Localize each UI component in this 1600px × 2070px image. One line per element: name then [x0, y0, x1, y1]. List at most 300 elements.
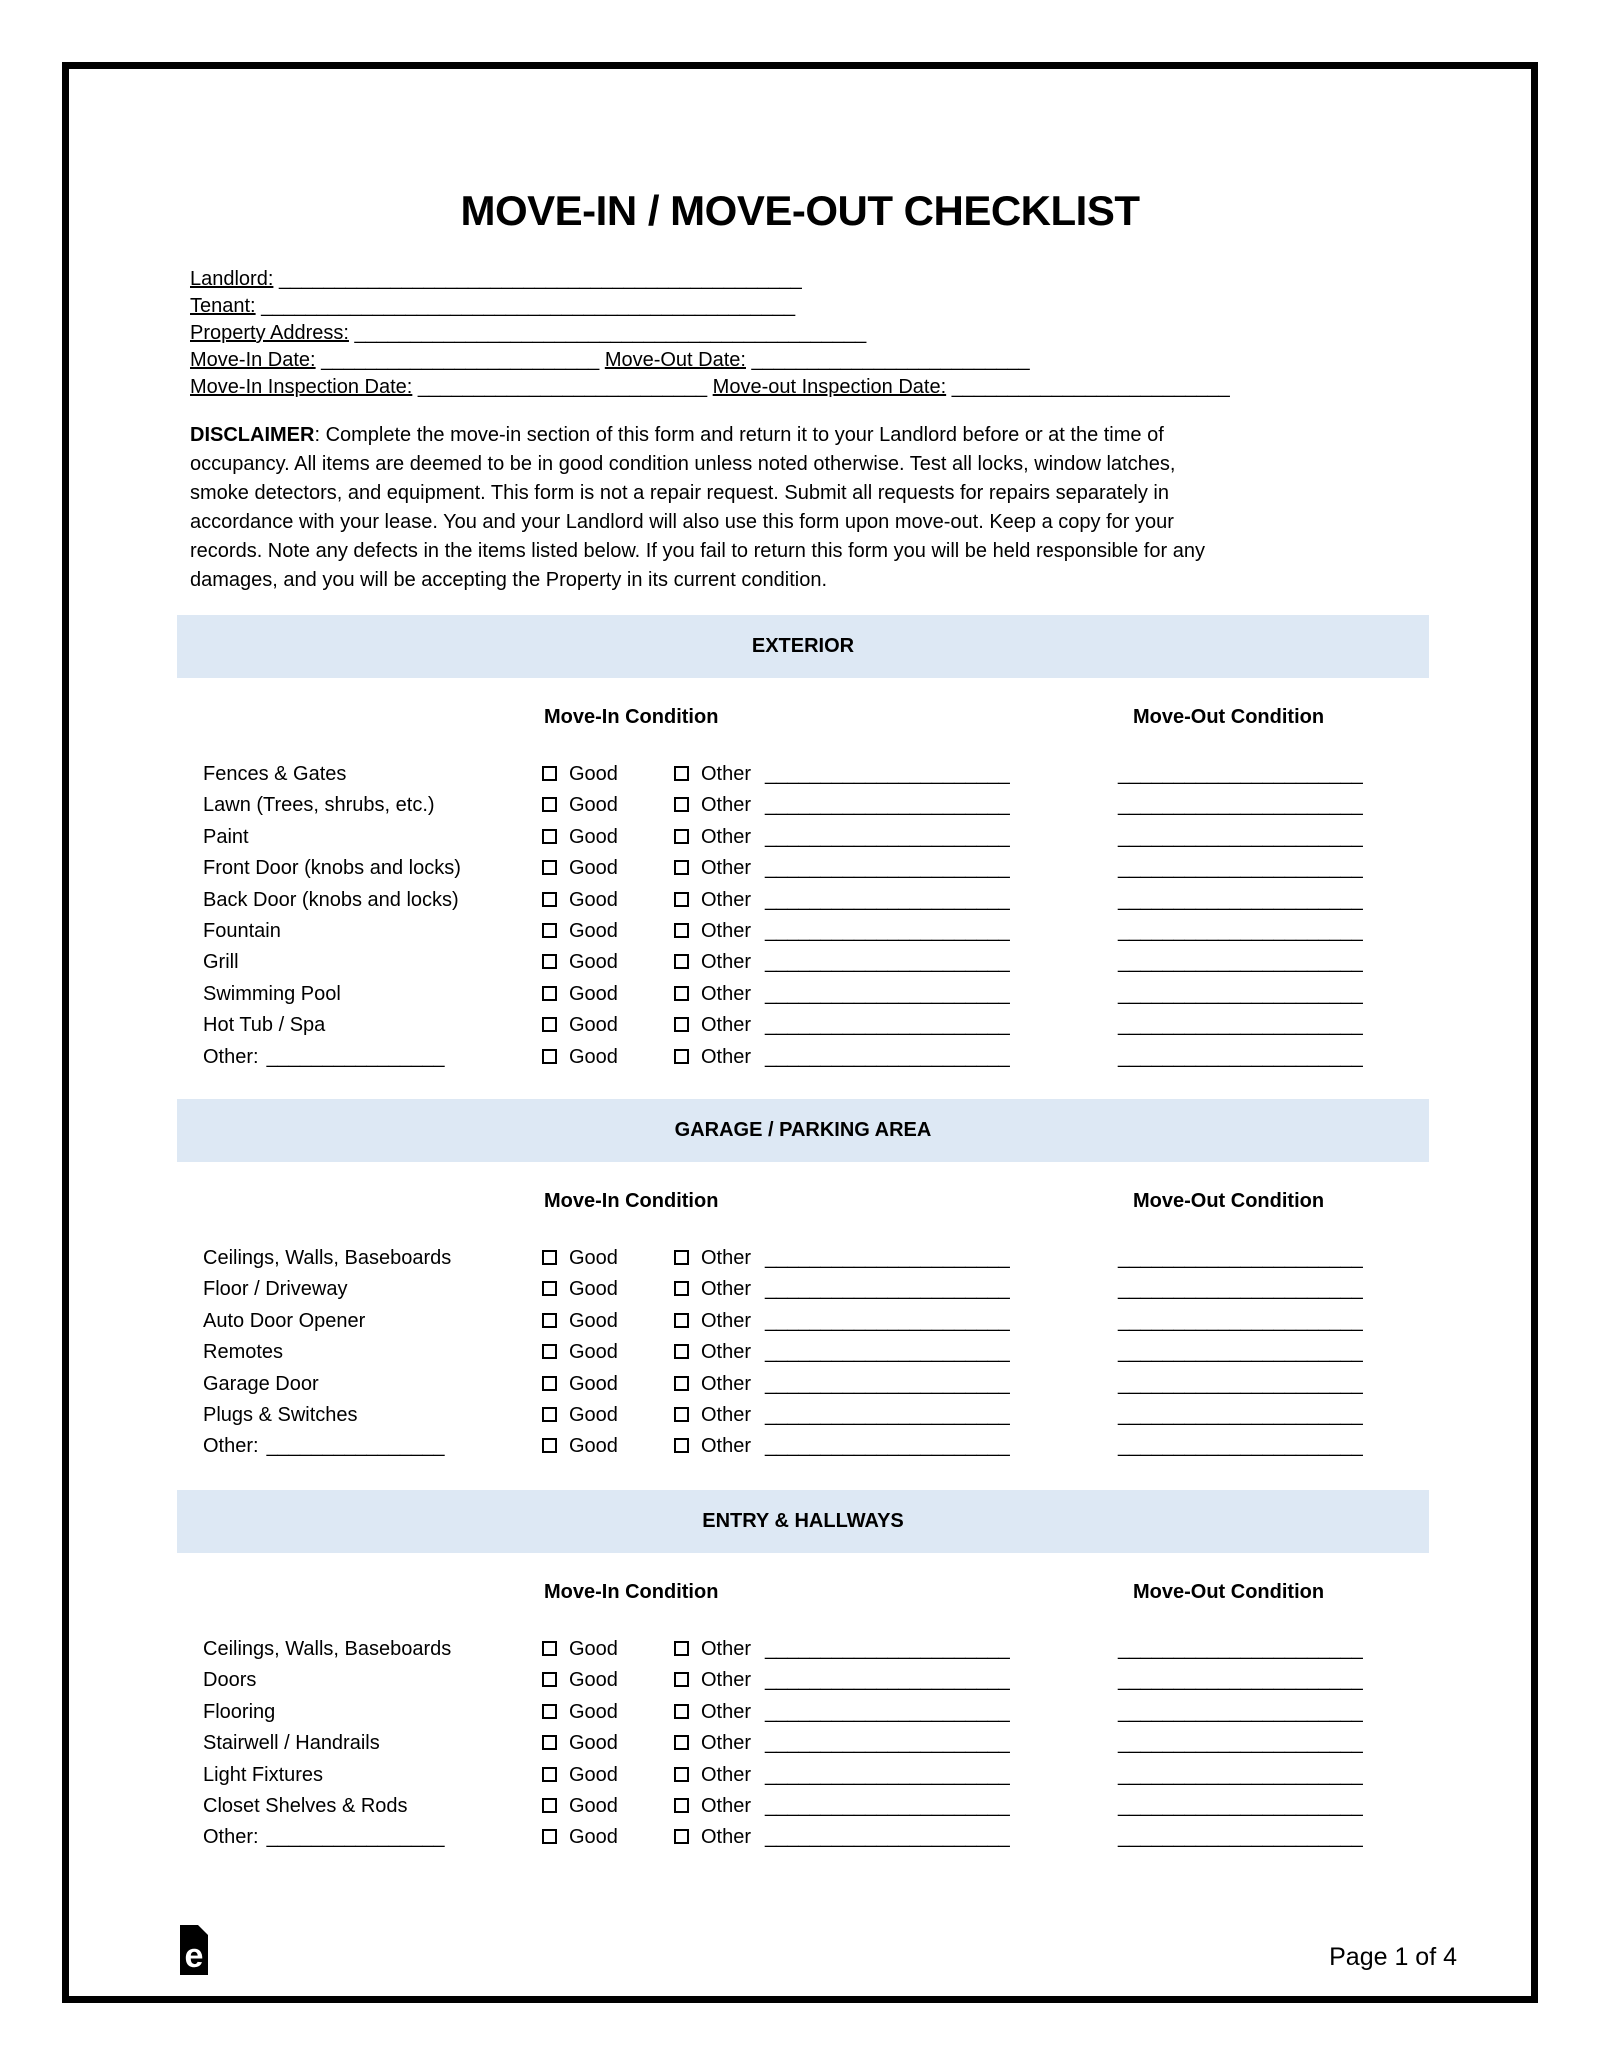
move-in-condition-header: Move-In Condition [544, 1190, 719, 1212]
good-checkbox[interactable] [542, 1438, 557, 1453]
header-fields [190, 266, 1230, 401]
checklist-row [0, 979, 1600, 1011]
moveout-condition-line: ______________________ [1118, 1278, 1363, 1301]
other-cell [674, 822, 1010, 853]
item-label: Hot Tub / Spa [203, 1014, 326, 1037]
item-other-line: ________________ [266, 1826, 445, 1849]
eforms-logo [180, 1925, 208, 1975]
logo-fold-icon [198, 1925, 208, 1935]
good-cell [542, 1634, 618, 1665]
move-in-condition-header: Move-In Condition [544, 706, 719, 728]
other-label: Other [701, 794, 752, 817]
good-cell [542, 790, 618, 821]
other-checkbox[interactable] [674, 829, 689, 844]
checklist-row [0, 947, 1600, 979]
other-cell [674, 916, 1010, 947]
moveout-condition-line: ______________________ [1118, 1795, 1363, 1817]
other-cell [674, 1010, 1010, 1041]
property-address-label: Property Address: [190, 322, 349, 344]
move-out-inspection-label: Move-out Inspection Date: [712, 376, 947, 398]
other-cell [674, 790, 1010, 821]
item-label: Lawn (Trees, shrubs, etc.) [203, 794, 435, 817]
other-checkbox[interactable] [674, 1250, 689, 1265]
disclaimer-line [190, 421, 1440, 450]
good-cell [542, 1306, 618, 1337]
disclaimer-bold-label: DISCLAIMER [190, 424, 315, 446]
good-cell [542, 1042, 618, 1073]
moveout-condition-line: ______________________ [1118, 857, 1363, 880]
other-cell [674, 759, 1010, 790]
moveout-condition-line: ______________________ [1118, 1638, 1363, 1660]
other-checkbox[interactable] [674, 1281, 689, 1296]
good-checkbox[interactable] [542, 1829, 557, 1844]
tenant-label: Tenant: [190, 295, 256, 317]
other-label: Other [701, 1763, 752, 1786]
item-label: Paint [203, 825, 249, 848]
good-checkbox[interactable] [542, 1313, 557, 1328]
moveout-cell [1118, 1697, 1363, 1728]
checklist-row [0, 1822, 1600, 1854]
good-cell [542, 1760, 618, 1791]
disclaimer-line: occupancy. All items are deemed to be in good condition unless noted otherwise. Test all locks, window latches, [190, 453, 1176, 475]
item-label: Light Fixtures [203, 1763, 324, 1786]
other-condition-line: ______________________ [765, 825, 1010, 848]
other-condition-line: ______________________ [765, 794, 1010, 817]
other-cell [674, 1400, 1010, 1431]
other-label: Other [701, 1372, 752, 1395]
other-cell [674, 979, 1010, 1010]
other-checkbox[interactable] [674, 1672, 689, 1687]
other-checkbox[interactable] [674, 1641, 689, 1656]
moveout-condition-line: ______________________ [1118, 1732, 1363, 1755]
moveout-cell [1118, 1431, 1363, 1462]
moveout-condition-line: ______________________ [1118, 982, 1363, 1005]
moveout-cell [1118, 1634, 1363, 1665]
moveout-condition-line: ______________________ [1118, 1700, 1363, 1723]
good-label: Good [569, 1795, 618, 1817]
other-cell [674, 1634, 1010, 1665]
other-label: Other [701, 1435, 752, 1458]
other-checkbox[interactable] [674, 1407, 689, 1422]
good-cell [542, 1791, 618, 1822]
disclaimer [190, 421, 1440, 595]
other-cell [674, 1665, 1010, 1696]
checklist-row [0, 1306, 1600, 1338]
good-checkbox[interactable] [542, 1641, 557, 1656]
other-checkbox[interactable] [674, 1798, 689, 1813]
good-checkbox[interactable] [542, 923, 557, 938]
other-cell [674, 1431, 1010, 1462]
good-checkbox[interactable] [542, 986, 557, 1001]
good-checkbox[interactable] [542, 797, 557, 812]
other-label: Other [701, 1669, 752, 1692]
item-label: Grill [203, 951, 239, 974]
other-label: Other [701, 1014, 752, 1037]
checklist-row [0, 1665, 1600, 1697]
moveout-cell [1118, 1728, 1363, 1759]
other-condition-line: ______________________ [765, 1795, 1010, 1817]
section-title-band: EXTERIOR [177, 615, 1429, 678]
checklist-row [0, 1760, 1600, 1792]
moveout-cell [1118, 853, 1363, 884]
good-label: Good [569, 857, 618, 880]
checklist-row [0, 1243, 1600, 1275]
good-checkbox[interactable] [542, 1049, 557, 1064]
good-cell [542, 947, 618, 978]
landlord-line: _______________________________________________ [278, 268, 802, 290]
good-cell [542, 1243, 618, 1274]
other-label: Other [701, 888, 752, 911]
good-cell [542, 759, 618, 790]
good-cell [542, 1431, 618, 1462]
good-label: Good [569, 951, 618, 974]
good-label: Good [569, 1638, 618, 1660]
moveout-cell [1118, 979, 1363, 1010]
good-label: Good [569, 1826, 618, 1849]
moveout-cell [1118, 1010, 1363, 1041]
good-checkbox[interactable] [542, 1798, 557, 1813]
good-label: Good [569, 1309, 618, 1332]
moveout-cell [1118, 759, 1363, 790]
other-label: Other [701, 1826, 752, 1849]
move-out-inspection-line: _________________________ [951, 376, 1230, 398]
other-label: Other [701, 1045, 752, 1068]
good-cell [542, 1337, 618, 1368]
landlord-label: Landlord: [190, 268, 274, 290]
good-checkbox[interactable] [542, 1735, 557, 1750]
moveout-cell [1118, 1400, 1363, 1431]
other-cell [674, 853, 1010, 884]
moveout-cell [1118, 1337, 1363, 1368]
good-cell [542, 1274, 618, 1305]
moveout-cell [1118, 1791, 1363, 1822]
other-checkbox[interactable] [674, 923, 689, 938]
disclaimer-line: damages, and you will be accepting the Property in its current condition. [190, 569, 828, 591]
good-checkbox[interactable] [542, 1017, 557, 1032]
disclaimer-line: records. Note any defects in the items listed below. If you fail to return this form you will be held responsible for any [190, 540, 1205, 562]
other-condition-line: ______________________ [765, 1404, 1010, 1426]
other-checkbox[interactable] [674, 1704, 689, 1719]
checklist-row [0, 916, 1600, 948]
good-label: Good [569, 1278, 618, 1301]
good-label: Good [569, 888, 618, 911]
other-label: Other [701, 857, 752, 880]
other-cell [674, 1728, 1010, 1759]
item-label: Remotes [203, 1341, 284, 1364]
other-condition-line: ______________________ [765, 763, 1010, 785]
item-label: Ceilings, Walls, Baseboards [203, 1247, 452, 1269]
other-label: Other [701, 1404, 752, 1426]
other-cell [674, 1369, 1010, 1400]
moveout-condition-line: ______________________ [1118, 825, 1363, 848]
item-label: Swimming Pool [203, 982, 341, 1005]
move-out-condition-header: Move-Out Condition [1133, 1190, 1325, 1212]
other-cell [674, 885, 1010, 916]
item-label: Doors [203, 1669, 257, 1692]
moveout-cell [1118, 916, 1363, 947]
other-label: Other [701, 1795, 752, 1817]
other-checkbox[interactable] [674, 797, 689, 812]
good-cell [542, 1369, 618, 1400]
good-checkbox[interactable] [542, 1767, 557, 1782]
moveout-condition-line: ______________________ [1118, 1014, 1363, 1037]
item-label: Stairwell / Handrails [203, 1732, 380, 1755]
moveout-condition-line: ______________________ [1118, 1372, 1363, 1395]
good-checkbox[interactable] [542, 1704, 557, 1719]
good-label: Good [569, 1341, 618, 1364]
other-label: Other [701, 1309, 752, 1332]
disclaimer-text: : Complete the move-in section of this form and return it to your Landlord before or at the time of [314, 424, 1164, 446]
other-condition-line: ______________________ [765, 1669, 1010, 1692]
good-checkbox[interactable] [542, 829, 557, 844]
moveout-condition-line: ______________________ [1118, 920, 1363, 942]
good-label: Good [569, 825, 618, 848]
good-checkbox[interactable] [542, 1376, 557, 1391]
good-label: Good [569, 1404, 618, 1426]
other-checkbox[interactable] [674, 986, 689, 1001]
move-in-inspection-label: Move-In Inspection Date: [190, 376, 413, 398]
other-label: Other [701, 763, 752, 785]
page-number: Page 1 of 4 [1329, 1943, 1457, 1971]
good-checkbox[interactable] [542, 1250, 557, 1265]
field-tenant [190, 293, 1230, 320]
moveout-cell [1118, 1822, 1363, 1853]
other-checkbox[interactable] [674, 1049, 689, 1064]
moveout-cell [1118, 1369, 1363, 1400]
good-cell [542, 979, 618, 1010]
moveout-cell [1118, 1665, 1363, 1696]
move-in-condition-header: Move-In Condition [544, 1581, 719, 1603]
good-label: Good [569, 1732, 618, 1755]
good-label: Good [569, 1700, 618, 1723]
other-checkbox[interactable] [674, 1344, 689, 1359]
other-checkbox[interactable] [674, 766, 689, 781]
move-out-condition-header: Move-Out Condition [1133, 1581, 1325, 1603]
other-label: Other [701, 1341, 752, 1364]
moveout-condition-line: ______________________ [1118, 1309, 1363, 1332]
good-cell [542, 1728, 618, 1759]
good-cell [542, 1665, 618, 1696]
checklist-row [0, 1791, 1600, 1823]
other-label: Other [701, 1247, 752, 1269]
other-cell [674, 1337, 1010, 1368]
item-label: Fences & Gates [203, 763, 347, 785]
good-label: Good [569, 1669, 618, 1692]
moveout-condition-line: ______________________ [1118, 1826, 1363, 1849]
other-cell [674, 1306, 1010, 1337]
other-checkbox[interactable] [674, 892, 689, 907]
other-condition-line: ______________________ [765, 1247, 1010, 1269]
other-label: Other [701, 1732, 752, 1755]
item-other-line: ________________ [266, 1045, 445, 1068]
other-checkbox[interactable] [674, 954, 689, 969]
moveout-cell [1118, 1042, 1363, 1073]
other-cell [674, 947, 1010, 978]
good-checkbox[interactable] [542, 1672, 557, 1687]
checklist-row [0, 790, 1600, 822]
good-cell [542, 885, 618, 916]
checklist-row [0, 1042, 1600, 1074]
other-condition-line: ______________________ [765, 1309, 1010, 1332]
item-other-line: ________________ [266, 1435, 445, 1458]
item-label: Plugs & Switches [203, 1404, 358, 1426]
checklist-row [0, 759, 1600, 791]
section-title-band: ENTRY & HALLWAYS [177, 1490, 1429, 1553]
moveout-cell [1118, 822, 1363, 853]
other-condition-line: ______________________ [765, 1014, 1010, 1037]
field-landlord [190, 266, 1230, 293]
item-label: Flooring [203, 1700, 276, 1723]
other-checkbox[interactable] [674, 1735, 689, 1750]
other-checkbox[interactable] [674, 1767, 689, 1782]
moveout-condition-line: ______________________ [1118, 794, 1363, 817]
moveout-condition-line: ______________________ [1118, 1341, 1363, 1364]
checklist-row [0, 1728, 1600, 1760]
other-checkbox[interactable] [674, 1313, 689, 1328]
other-label: Other [701, 920, 752, 942]
other-condition-line: ______________________ [765, 1341, 1010, 1364]
checklist-row [0, 1634, 1600, 1666]
move-out-condition-header: Move-Out Condition [1133, 706, 1325, 728]
checklist-row [0, 1369, 1600, 1401]
checklist-row [0, 885, 1600, 917]
field-property-address [190, 320, 1230, 347]
page-title: MOVE-IN / MOVE-OUT CHECKLIST [460, 187, 1140, 234]
checklist-row [0, 1010, 1600, 1042]
good-checkbox[interactable] [542, 954, 557, 969]
item-label: Back Door (knobs and locks) [203, 888, 459, 911]
item-label: Other: ________________ [203, 1826, 445, 1849]
other-checkbox[interactable] [674, 1376, 689, 1391]
disclaimer-line: accordance with your lease. You and your Landlord will also use this form upon move-out. Keep a copy for your [190, 511, 1174, 533]
other-checkbox[interactable] [674, 860, 689, 875]
moveout-cell [1118, 947, 1363, 978]
good-label: Good [569, 1372, 618, 1395]
moveout-condition-line: ______________________ [1118, 1669, 1363, 1692]
checklist-row [0, 1431, 1600, 1463]
good-label: Good [569, 982, 618, 1005]
other-condition-line: ______________________ [765, 982, 1010, 1005]
other-condition-line: ______________________ [765, 1278, 1010, 1301]
move-in-date-line: _________________________ [321, 349, 600, 371]
logo-letter: e [184, 1937, 204, 1975]
good-label: Good [569, 794, 618, 817]
other-label: Other [701, 982, 752, 1005]
field-inspection-dates [190, 374, 1230, 401]
moveout-condition-line: ______________________ [1118, 1045, 1363, 1068]
moveout-condition-line: ______________________ [1118, 763, 1363, 785]
field-move-dates [190, 347, 1230, 374]
good-checkbox[interactable] [542, 1281, 557, 1296]
section-title-band: GARAGE / PARKING AREA [177, 1099, 1429, 1162]
other-label: Other [701, 825, 752, 848]
moveout-condition-line: ______________________ [1118, 1435, 1363, 1458]
other-checkbox[interactable] [674, 1017, 689, 1032]
good-cell [542, 1822, 618, 1853]
good-label: Good [569, 920, 618, 942]
checklist-row [0, 1274, 1600, 1306]
good-label: Good [569, 1247, 618, 1269]
good-label: Good [569, 1435, 618, 1458]
good-cell [542, 1400, 618, 1431]
good-checkbox[interactable] [542, 1344, 557, 1359]
moveout-condition-line: ______________________ [1118, 1247, 1363, 1269]
moveout-cell [1118, 1306, 1363, 1337]
good-cell [542, 853, 618, 884]
moveout-cell [1118, 1274, 1363, 1305]
tenant-line: ________________________________________________ [261, 295, 796, 317]
good-cell [542, 822, 618, 853]
other-cell [674, 1822, 1010, 1853]
other-cell [674, 1274, 1010, 1305]
moveout-condition-line: ______________________ [1118, 1404, 1363, 1426]
moveout-condition-line: ______________________ [1118, 888, 1363, 911]
other-condition-line: ______________________ [765, 857, 1010, 880]
checklist-row [0, 1337, 1600, 1369]
good-checkbox[interactable] [542, 1407, 557, 1422]
moveout-cell [1118, 885, 1363, 916]
other-checkbox[interactable] [674, 1438, 689, 1453]
other-label: Other [701, 1700, 752, 1723]
move-in-date-label: Move-In Date: [190, 349, 316, 371]
checklist-row [0, 1400, 1600, 1432]
other-condition-line: ______________________ [765, 888, 1010, 911]
checklist-row [0, 853, 1600, 885]
item-label: Ceilings, Walls, Baseboards [203, 1638, 452, 1660]
move-in-inspection-line: __________________________ [417, 376, 708, 398]
other-condition-line: ______________________ [765, 1372, 1010, 1395]
good-cell [542, 916, 618, 947]
moveout-cell [1118, 790, 1363, 821]
other-cell [674, 1760, 1010, 1791]
other-condition-line: ______________________ [765, 1700, 1010, 1723]
other-checkbox[interactable] [674, 1829, 689, 1844]
other-label: Other [701, 951, 752, 974]
good-checkbox[interactable] [542, 766, 557, 781]
good-cell [542, 1697, 618, 1728]
move-out-date-label: Move-Out Date: [604, 349, 746, 371]
other-condition-line: ______________________ [765, 1732, 1010, 1755]
other-label: Other [701, 1278, 752, 1301]
item-label: Auto Door Opener [203, 1309, 366, 1332]
other-cell [674, 1243, 1010, 1274]
item-label: Floor / Driveway [203, 1278, 348, 1301]
moveout-condition-line: ______________________ [1118, 1763, 1363, 1786]
other-condition-line: ______________________ [765, 1826, 1010, 1849]
item-label: Fountain [203, 920, 281, 942]
good-label: Good [569, 1045, 618, 1068]
item-label: Garage Door [203, 1372, 319, 1395]
property-address-line: ______________________________________________ [354, 322, 867, 344]
moveout-cell [1118, 1760, 1363, 1791]
checklist-row [0, 1697, 1600, 1729]
good-checkbox[interactable] [542, 860, 557, 875]
good-label: Good [569, 763, 618, 785]
other-condition-line: ______________________ [765, 920, 1010, 942]
other-cell [674, 1791, 1010, 1822]
other-condition-line: ______________________ [765, 1763, 1010, 1786]
moveout-condition-line: ______________________ [1118, 951, 1363, 974]
item-label: Other: ________________ [203, 1435, 445, 1458]
good-checkbox[interactable] [542, 892, 557, 907]
move-out-date-line: _________________________ [751, 349, 1030, 371]
good-cell [542, 1010, 618, 1041]
disclaimer-line: smoke detectors, and equipment. This form is not a repair request. Submit all requests for repairs separately in [190, 482, 1169, 504]
item-label: Closet Shelves & Rods [203, 1795, 408, 1817]
other-condition-line: ______________________ [765, 1045, 1010, 1068]
other-condition-line: ______________________ [765, 1435, 1010, 1458]
good-label: Good [569, 1763, 618, 1786]
